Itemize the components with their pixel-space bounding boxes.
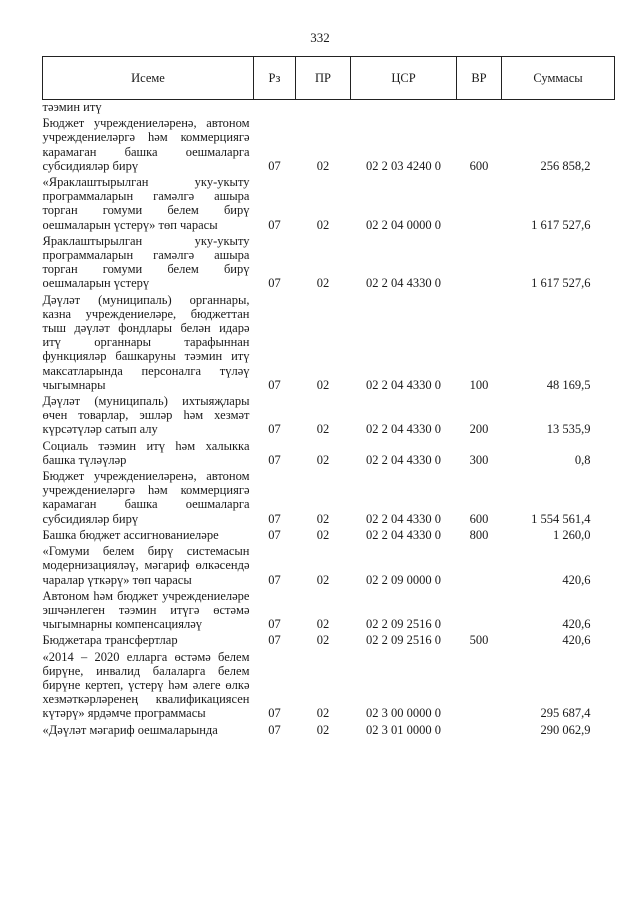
table-row [43,469,615,528]
row-sum: 420,6 [562,633,591,648]
row-name: Дәүләт (муниципаль) органнары, казна учреждениеләре, бюджеттан тыш дәүләт фондлары белән идарә итү органнары тарафыннан функцияләр башкаруны тәэмин итү максатларында персоналга түләү чыгымнары [42,292,250,392]
row-vr [457,175,502,234]
row-csr: 02 2 04 4330 0 [366,276,441,291]
row-csr: 02 2 04 4330 0 [366,377,441,392]
table-row [43,394,615,439]
row-name: Бюджетара трансфертлар [42,633,178,648]
row-vr [457,589,502,634]
row-rz: 07 [268,158,281,173]
row-sum: 1 617 527,6 [531,217,591,232]
row-rz: 07 [268,527,281,542]
row-sum: 48 169,5 [546,377,591,392]
row-vr [457,650,502,723]
row-pr: 02 [316,452,330,467]
row-pr: 02 [316,617,330,632]
header-rz: Рз [254,57,296,100]
table-row [43,116,615,175]
row-vr [457,544,502,589]
row-sum: 1 617 527,6 [531,276,591,291]
table-header-row [43,57,615,100]
row-csr: 02 2 04 4330 0 [366,511,441,526]
row-name: Автоном һәм бюджет учреждениеләре эшчәнлеген тәэмин итүгә өстәмә чыгымнарны компенсацияләү [42,588,250,632]
row-pr: 02 [316,706,330,721]
row-rz: 07 [268,572,281,587]
row-name: «2014 – 2020 елларга өстәмә белем бирүне, инвалид балаларга белем бирүне кертеп, үстерү һәм әлеге өлкә хезмәткәрләренең квалификациясен күтәрү» ярдәмче программасы [42,649,250,721]
row-csr: 02 2 04 4330 0 [366,452,441,467]
row-name: Дәүләт (муниципаль) ихтыяҗлары өчен товарлар, эшләр һәм хезмәт күрсәтүләр сатып алу [42,394,250,437]
row-sum: 295 687,4 [540,706,591,721]
row-pr: 02 [316,276,330,291]
row-rz: 07 [268,377,281,392]
row-pr: 02 [316,633,330,648]
row-vr: 600 [469,158,489,173]
row-name: «Дәүләт мәгариф оешмаларында [42,722,218,737]
table-row [43,234,615,293]
row-name: «Яраклаштырылган уку-укыту программаларын гамәлгә ашыра торган гомуми белем бирү оешмаларын үстерү» төп чарасы [42,175,250,232]
row-rz: 07 [268,276,281,291]
row-csr: 02 2 09 0000 0 [366,572,441,587]
row-vr: 300 [469,452,489,467]
header-pr: ПР [296,57,351,100]
table-row [43,650,615,723]
row-sum: 256 858,2 [540,158,591,173]
header-name: Исеме [43,57,254,100]
row-rz: 07 [268,722,281,737]
row-csr: 02 2 09 2516 0 [366,633,441,648]
row-name: «Гомуми белем бирү системасын модернизацияләү, мәгариф өлкәсендә чаралар үткәрү» төп чарасы [42,544,250,587]
row-pr: 02 [316,511,330,526]
table-row [43,175,615,234]
row-sum: 0,8 [574,452,591,467]
row-pr: 02 [316,722,330,737]
row-pr: 02 [316,572,330,587]
row-vr [457,100,502,117]
budget-table [42,56,615,739]
table-row [43,544,615,589]
row-pr: 02 [316,217,330,232]
table-row [43,723,615,739]
table-row [43,633,615,649]
row-rz: 07 [268,633,281,648]
row-vr: 600 [469,511,489,526]
row-csr: 02 2 04 4330 0 [366,527,441,542]
table-row [43,439,615,469]
row-rz [254,100,296,117]
row-csr: 02 2 03 4240 0 [366,158,441,173]
header-sum: Суммасы [502,57,615,100]
row-vr: 800 [469,527,489,542]
table-row [43,100,615,117]
row-sum: 420,6 [562,572,591,587]
row-name: тәэмин итү [42,100,102,114]
row-rz: 07 [268,617,281,632]
row-sum [502,100,615,117]
row-pr: 02 [316,377,330,392]
row-pr: 02 [316,422,330,437]
row-csr: 02 2 04 0000 0 [366,217,441,232]
row-name: Бюджет учреждениеләренә, автоном учреждениеләргә һәм коммерциягә карамаган башка оешмаларга субсидияләр бирү [42,469,250,526]
row-csr: 02 3 01 0000 0 [366,722,441,737]
row-vr [457,234,502,293]
row-pr: 02 [316,158,330,173]
row-sum: 290 062,9 [540,722,591,737]
table-row [43,528,615,544]
row-pr [296,100,351,117]
row-rz: 07 [268,511,281,526]
row-csr [351,100,457,117]
header-vr: ВР [457,57,502,100]
row-rz: 07 [268,452,281,467]
row-rz: 07 [268,706,281,721]
table-row [43,589,615,634]
row-name: Яраклаштырылган уку-укыту программаларын гамәлгә ашыра торган гомуми белем бирү оешмаларын үстерү [42,233,250,291]
row-csr: 02 2 04 4330 0 [366,422,441,437]
row-csr: 02 3 00 0000 0 [366,706,441,721]
row-sum: 13 535,9 [546,422,591,437]
page-number: 332 [310,30,330,45]
row-name: Бюджет учреждениеләренә, автоном учреждениеләргә һәм коммерциягә карамаган башка оешмаларга субсидияләр бирү [42,116,250,173]
row-sum: 1 554 561,4 [531,511,591,526]
row-vr: 500 [469,633,489,648]
row-sum: 420,6 [562,617,591,632]
header-csr: ЦСР [351,57,457,100]
row-name: Башка бюджет ассигнованиеләре [42,527,219,542]
row-pr: 02 [316,527,330,542]
row-rz: 07 [268,422,281,437]
row-vr: 200 [469,422,489,437]
row-rz: 07 [268,217,281,232]
row-name: Социаль тәэмин итү һәм халыкка башка түләүләр [42,438,250,467]
row-vr: 100 [469,377,489,392]
row-csr: 02 2 09 2516 0 [366,617,441,632]
row-sum: 1 260,0 [553,527,591,542]
row-vr [457,723,502,739]
table-row [43,293,615,394]
